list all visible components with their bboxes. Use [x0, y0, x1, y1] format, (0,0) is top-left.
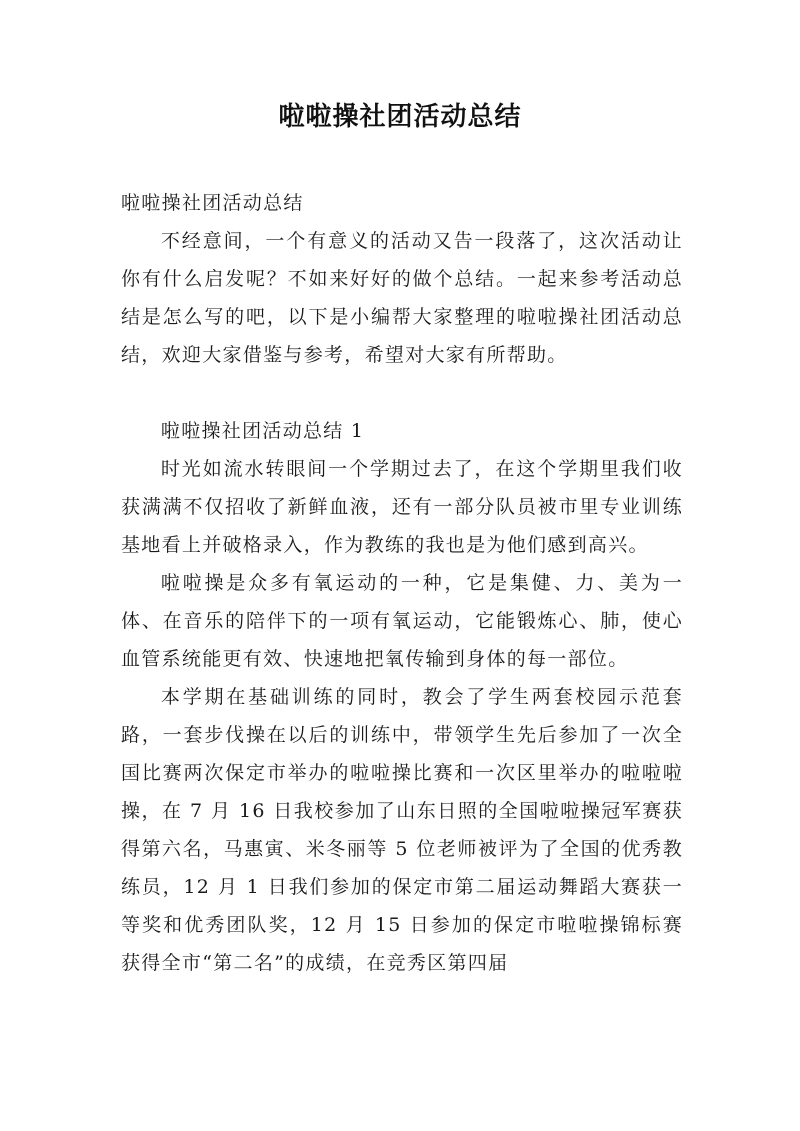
- body-paragraph: 啦啦操是众多有氧运动的一种，它是集健、力、美为一体、在音乐的陪伴下的一项有氧运动，它能锻炼心、肺，使心血管系统能更有效、快速地把氧传输到身体的每一部位。: [121, 572, 683, 670]
- section-heading: 啦啦操社团活动总结 1: [160, 420, 365, 442]
- document-subtitle: 啦啦操社团活动总结: [121, 192, 304, 214]
- body-paragraph: 时光如流水转眼间一个学期过去了，在这个学期里我们收获满满不仅招收了新鲜血液，还有一部分队员被市里专业训练基地看上并破格录入，作为教练的我也是为他们感到高兴。: [121, 458, 683, 556]
- body-paragraph: 本学期在基础训练的同时，教会了学生两套校园示范套路，一套步伐操在以后的训练中，带领学生先后参加了一次全国比赛两次保定市举办的啦啦操比赛和一次区里举办的啦啦啦操，在 7 月 16 日我校参加了山东日照的全国啦啦操冠军赛获得第六名，马惠寅、米冬丽等 5 位老师被评为了全国的优秀教练员，12 月 1 日我们参加的保定市第二届运动舞蹈大赛获一等奖和优秀团队奖，12 月 15 日参加的保定市啦啦操锦标赛获得全市“第二名”的成绩，在竞秀区第四届: [121, 686, 683, 974]
- document-body: [121, 184, 683, 982]
- paragraph-spacer: [121, 374, 683, 412]
- document-title: 啦啦操社团活动总结: [278, 102, 522, 132]
- intro-paragraph: 不经意间，一个有意义的活动又告一段落了，这次活动让你有什么启发呢？不如来好好的做个总结。一起来参考活动总结是怎么写的吧，以下是小编帮大家整理的啦啦操社团活动总结，欢迎大家借鉴与参考，希望对大家有所帮助。: [121, 230, 683, 366]
